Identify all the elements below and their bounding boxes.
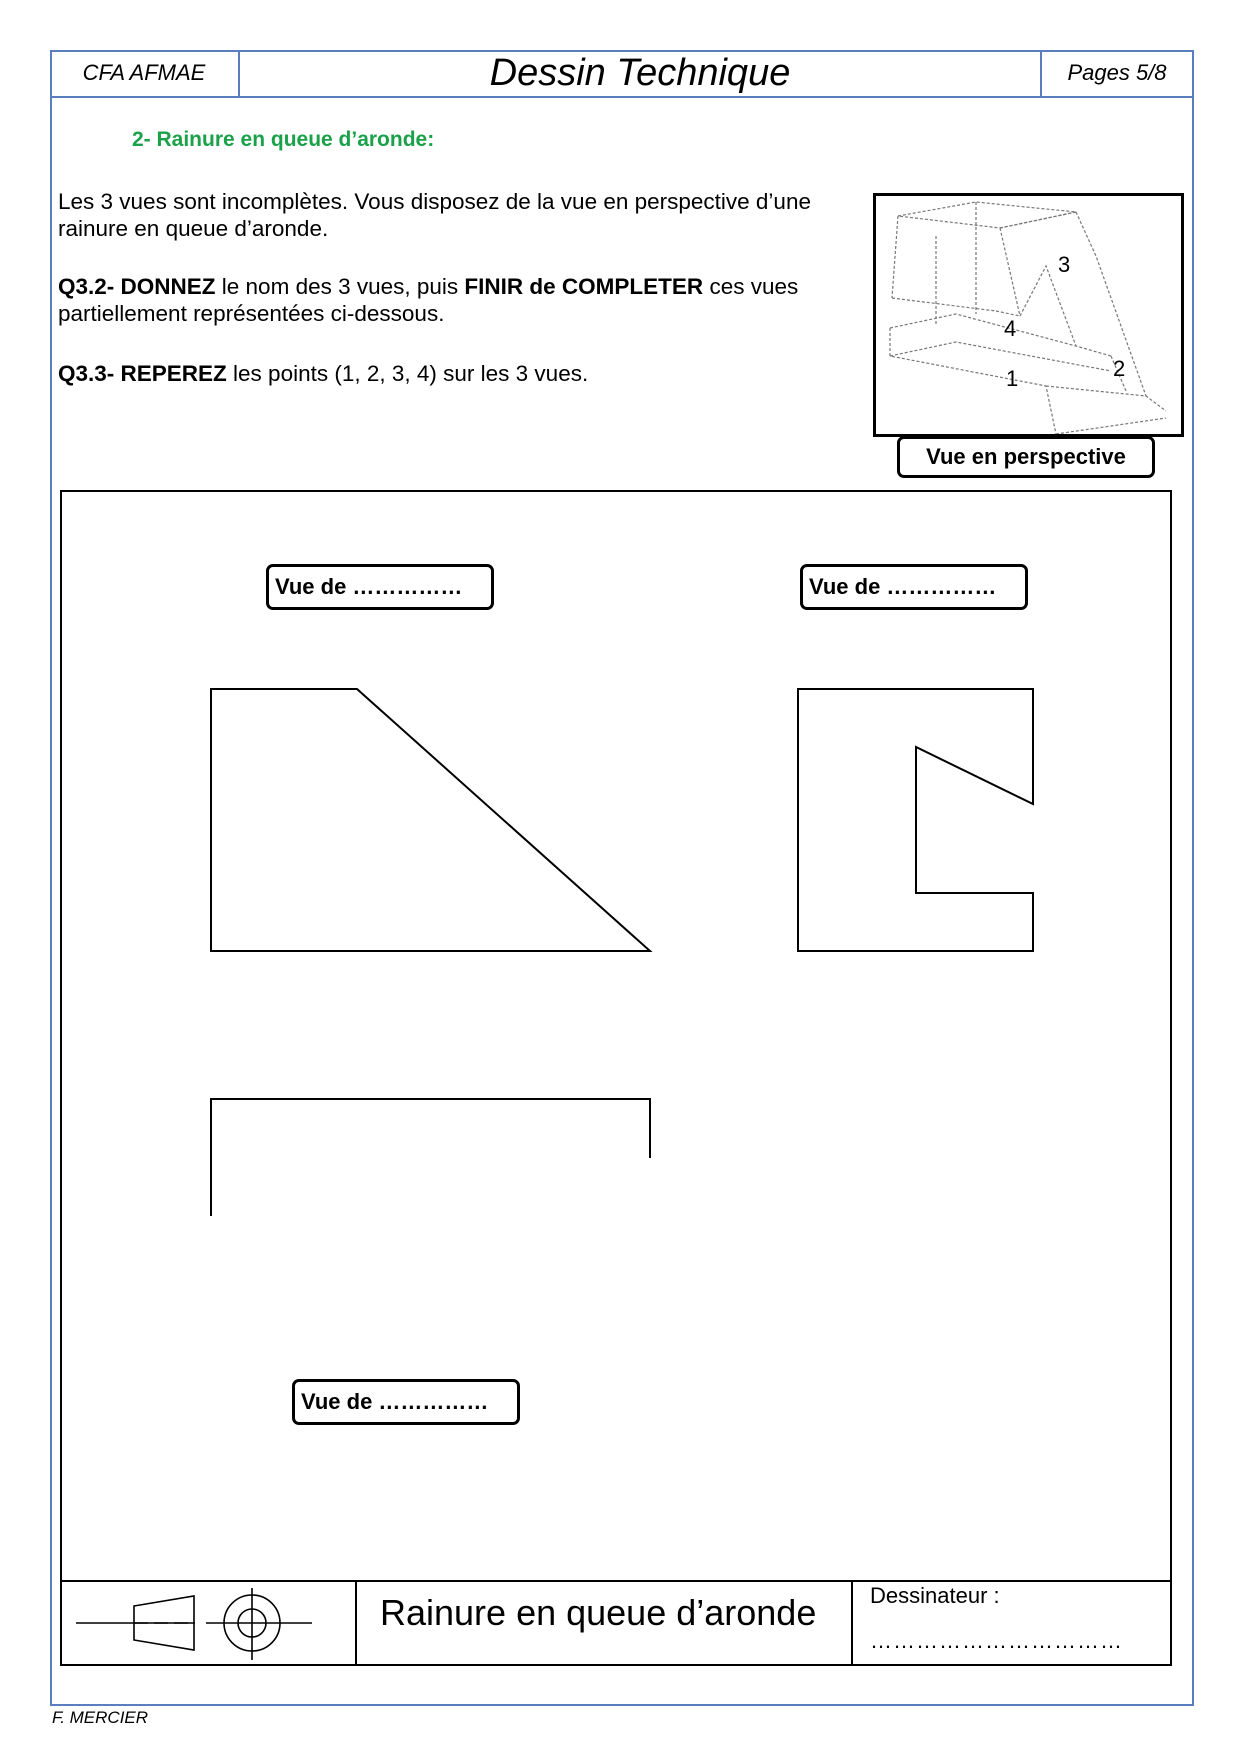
header-org: CFA AFMAE <box>50 50 240 96</box>
section-title: 2- Rainure en queue d’aronde: <box>132 128 435 151</box>
q32-bold2: FINIR de COMPLETER <box>464 274 704 299</box>
header-title: Dessin Technique <box>489 51 791 94</box>
q32-text2: ces vues partiellement représentées ci-dessous. <box>58 274 799 326</box>
perspective-point-4: 4 <box>1004 316 1017 341</box>
perspective-point-3: 3 <box>1058 252 1071 277</box>
perspective-label: Vue en perspective <box>897 436 1155 478</box>
intro-paragraph: Les 3 vues sont incomplètes. Vous disposez de la vue en perspective d’une rainure en queue d’aronde. <box>58 189 811 241</box>
perspective-point-1: 1 <box>1006 366 1019 391</box>
header-pages: Pages 5/8 <box>1040 50 1192 96</box>
projection-symbol-icon <box>76 1588 312 1660</box>
designer-value[interactable]: …………………………… <box>870 1628 1123 1653</box>
view-label-bottom[interactable]: Vue de …………… <box>292 1379 520 1425</box>
q32-label: Q3.2- DONNEZ <box>58 274 216 299</box>
cartouche-title: Rainure en queue d’aronde <box>380 1592 817 1633</box>
q33-text: les points (1, 2, 3, 4) sur les 3 vues. <box>226 361 589 386</box>
view-label-top-left[interactable]: Vue de …………… <box>266 564 494 610</box>
footer-author: F. MERCIER <box>52 1708 149 1727</box>
q32-text1: le nom des 3 vues, puis <box>215 274 465 299</box>
perspective-point-2: 2 <box>1113 356 1126 381</box>
view-label-top-right[interactable]: Vue de …………… <box>800 564 1028 610</box>
designer-label: Dessinateur : <box>870 1583 1000 1608</box>
q33-label: Q3.3- REPEREZ <box>58 361 227 386</box>
